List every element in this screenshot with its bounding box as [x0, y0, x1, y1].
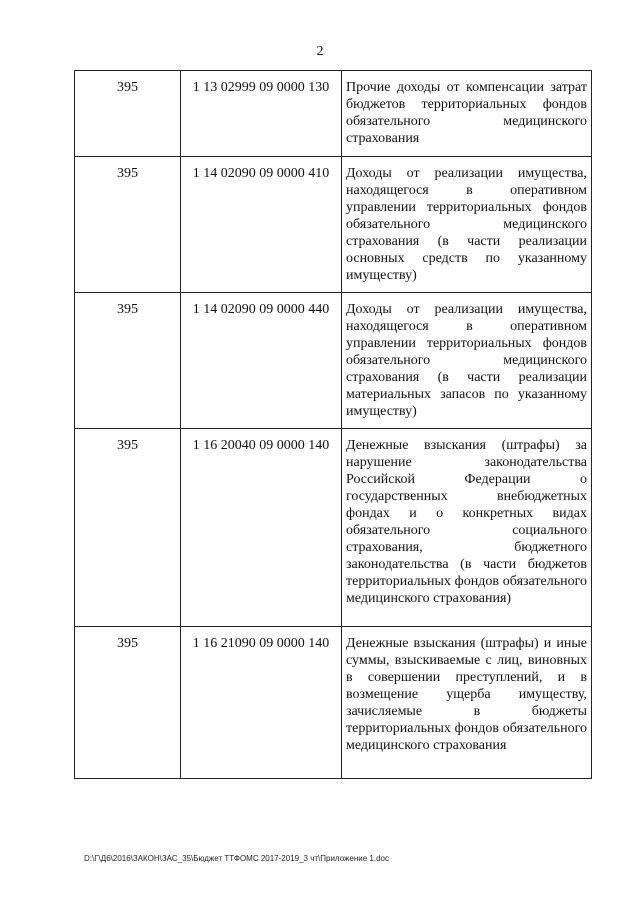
budget-code-cell: 1 16 20040 09 0000 140	[181, 429, 342, 627]
budget-code-cell: 1 14 02090 09 0000 410	[181, 157, 342, 293]
revenue-name-cell: Денежные взыскания (штрафы) за нарушение законодательства Российской Федерации о государственных внебюджетных фондах и о конкретных видах обязательного социального страхования, бюджетного законодательства (в части бюджетов территориальных фондов обязательного медицинского страхования)	[342, 429, 592, 627]
table-row	[75, 627, 592, 779]
revenue-name-cell: Денежные взыскания (штрафы) и иные суммы, взыскиваемые с лиц, виновных в совершении преступлений, и в возмещение ущерба имуществу, зачисляемые в бюджеты территориальных фондов обязательного медицинского страхования	[342, 627, 592, 779]
admin-code-cell: 395	[75, 627, 181, 779]
admin-code-cell: 395	[75, 293, 181, 429]
revenue-name-cell: Прочие доходы от компенсации затрат бюджетов территориальных фондов обязательного медицинского страхования	[342, 71, 592, 157]
admin-code-cell: 395	[75, 157, 181, 293]
table-row	[75, 293, 592, 429]
budget-code-cell: 1 13 02999 09 0000 130	[181, 71, 342, 157]
table-row	[75, 71, 592, 157]
page-number: 2	[316, 44, 324, 59]
budget-code-cell: 1 14 02090 09 0000 440	[181, 293, 342, 429]
revenue-name-cell: Доходы от реализации имущества, находящегося в оперативном управлении территориальных фондов обязательного медицинского страхования (в части реализации основных средств по указанному имуществу)	[342, 157, 592, 293]
admin-code-cell: 395	[75, 71, 181, 157]
admin-code-cell: 395	[75, 429, 181, 627]
file-path-footer: D:\Г\Д6\2016\ЗАКОН\ЗАС_35\Бюджет ТТФОМС 2017-2019_3 чт\Приложение 1.doc	[84, 854, 389, 863]
table-row	[75, 157, 592, 293]
budget-code-cell: 1 16 21090 09 0000 140	[181, 627, 342, 779]
revenue-codes-table	[74, 70, 592, 779]
table-row	[75, 429, 592, 627]
revenue-name-cell: Доходы от реализации имущества, находящегося в оперативном управлении территориальных фондов обязательного медицинского страхования (в части реализации материальных запасов по указанному имуществу)	[342, 293, 592, 429]
